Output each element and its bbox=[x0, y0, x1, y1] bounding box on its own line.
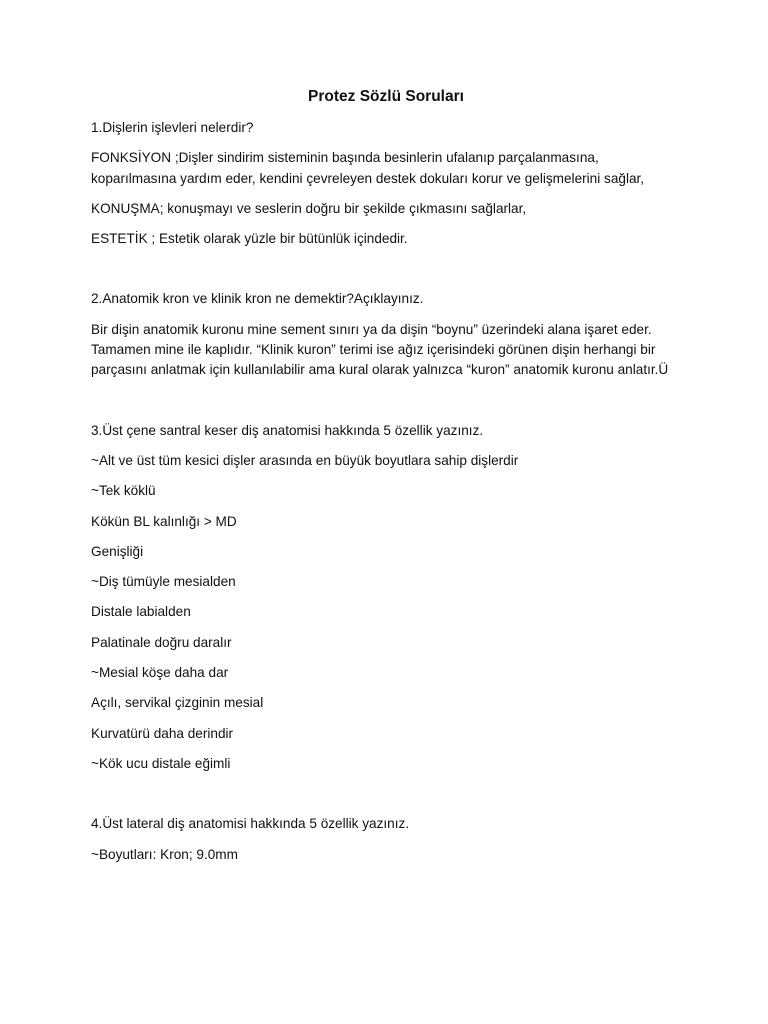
document-title: Protez Sözlü Soruları bbox=[308, 88, 464, 105]
list-item: ~Mesial köşe daha dar bbox=[91, 665, 229, 681]
answer-aesthetic: ESTETİK ; Estetik olarak yüzle bir bütünlük içindedir. bbox=[91, 231, 408, 247]
question-1: 1.Dişlerin işlevleri nelerdir? bbox=[91, 120, 254, 135]
list-item: Açılı, servikal çizginin mesial bbox=[91, 695, 264, 711]
question-4: 4.Üst lateral diş anatomisi hakkında 5 özellik yazınız. bbox=[91, 816, 410, 832]
answer-speech: KONUŞMA; konuşmayı ve seslerin doğru bir şekilde çıkmasını sağlarlar, bbox=[91, 200, 527, 216]
question-2: 2.Anatomik kron ve klinik kron ne demektir?Açıklayınız. bbox=[91, 291, 424, 307]
list-item: ~Alt ve üst tüm kesici dişler arasında en büyük boyutlara sahip dişlerdir bbox=[91, 452, 519, 468]
list-item: ~Diş tümüyle mesialden bbox=[91, 574, 236, 590]
question-3: 3.Üst çene santral keser diş anatomisi hakkında 5 özellik yazınız. bbox=[91, 422, 484, 438]
section-gap bbox=[91, 784, 681, 814]
list-item: ~Boyutları: Kron; 9.0mm bbox=[91, 846, 238, 862]
list-item: Distale labialden bbox=[91, 604, 191, 620]
answer-2: Bir dişin anatomik kuronu mine sement sınırı ya da dişin “boynu” üzerindeki alana işaret eder. Tamamen mine ile kaplıdır. “Klinik kuron” terimi ise ağız içerisindeki görünen dişin herhangi bir parçasını anlatmak için kullanılabilir ama kural olarak yalnızca “kuron” anatomik kuronu anlatır.Ü bbox=[91, 321, 669, 378]
list-item: ~Tek köklü bbox=[91, 483, 156, 499]
section-gap bbox=[91, 391, 681, 421]
section-gap bbox=[91, 259, 681, 289]
list-item: Palatinale doğru daralır bbox=[91, 634, 232, 650]
answer-function: FONKSİYON ;Dişler sindirim sisteminin başında besinlerin ufalanıp parçalanmasına, koparılmasına yardım eder, kendini çevreleyen destek dokuları korur ve gelişmelerini sağlar, bbox=[91, 150, 645, 186]
list-item: ~Kök ucu distale eğimli bbox=[91, 755, 231, 771]
list-item: Kurvatürü daha derindir bbox=[91, 725, 234, 741]
document-page bbox=[91, 86, 681, 875]
list-item: Kökün BL kalınlığı > MD bbox=[91, 513, 237, 529]
list-item: Genişliği bbox=[91, 543, 144, 559]
